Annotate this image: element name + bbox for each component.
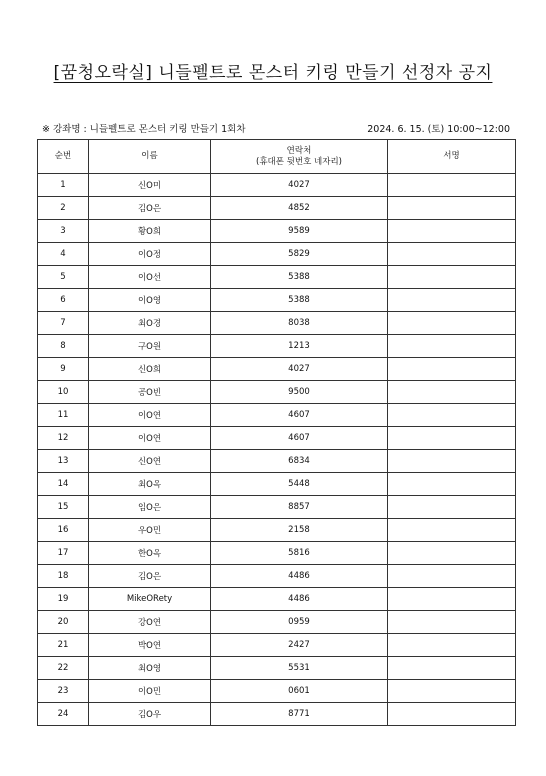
cell-name: MikeORety: [89, 588, 211, 611]
cell-contact: 9500: [211, 381, 388, 404]
table-row: [38, 565, 516, 588]
cell-no: 7: [38, 312, 89, 335]
cell-name: 김O은: [89, 197, 211, 220]
cell-name: 이O정: [89, 243, 211, 266]
cell-no: 20: [38, 611, 89, 634]
table-row: [38, 473, 516, 496]
cell-contact: 9589: [211, 220, 388, 243]
course-info-row: [42, 121, 510, 135]
cell-signature: [388, 358, 516, 381]
cell-no: 19: [38, 588, 89, 611]
table-row: [38, 289, 516, 312]
table-header-row: [38, 140, 516, 174]
cell-name: 이O영: [89, 289, 211, 312]
cell-no: 15: [38, 496, 89, 519]
cell-contact: 4852: [211, 197, 388, 220]
cell-name: 이O연: [89, 427, 211, 450]
cell-contact: 4607: [211, 427, 388, 450]
cell-signature: [388, 404, 516, 427]
header-signature: 서명: [388, 140, 516, 174]
cell-contact: 4607: [211, 404, 388, 427]
cell-contact: 2158: [211, 519, 388, 542]
cell-no: 9: [38, 358, 89, 381]
cell-contact: 5816: [211, 542, 388, 565]
cell-contact: 6834: [211, 450, 388, 473]
header-contact: [211, 140, 388, 174]
header-contact-title: 연락처: [286, 145, 312, 156]
cell-name: 구O원: [89, 335, 211, 358]
cell-name: 한O옥: [89, 542, 211, 565]
cell-signature: [388, 312, 516, 335]
table-row: [38, 634, 516, 657]
cell-no: 4: [38, 243, 89, 266]
page-title: [꿈청오락실] 니들펠트로 몬스터 키링 만들기 선정자 공지: [53, 63, 493, 83]
cell-contact: 8857: [211, 496, 388, 519]
cell-no: 21: [38, 634, 89, 657]
table-row: [38, 450, 516, 473]
cell-contact: 0601: [211, 680, 388, 703]
cell-contact: 4486: [211, 588, 388, 611]
course-name: ※ 강좌명 : 니들펠트로 몬스터 키링 만들기 1회차: [42, 124, 246, 135]
cell-contact: 5388: [211, 289, 388, 312]
cell-signature: [388, 542, 516, 565]
cell-no: 2: [38, 197, 89, 220]
cell-name: 최O영: [89, 657, 211, 680]
cell-no: 3: [38, 220, 89, 243]
table-row: [38, 427, 516, 450]
table-row: [38, 312, 516, 335]
cell-name: 임O은: [89, 496, 211, 519]
cell-contact: 4486: [211, 565, 388, 588]
cell-name: 최O경: [89, 312, 211, 335]
cell-name: 이O연: [89, 404, 211, 427]
cell-name: 신O미: [89, 174, 211, 197]
cell-no: 13: [38, 450, 89, 473]
table-row: [38, 381, 516, 404]
cell-name: 김O은: [89, 565, 211, 588]
cell-no: 23: [38, 680, 89, 703]
cell-signature: [388, 381, 516, 404]
cell-contact: 4027: [211, 174, 388, 197]
cell-no: 11: [38, 404, 89, 427]
table-row: [38, 220, 516, 243]
cell-signature: [388, 634, 516, 657]
cell-name: 공O빈: [89, 381, 211, 404]
cell-signature: [388, 611, 516, 634]
header-no: 순번: [38, 140, 89, 174]
cell-no: 12: [38, 427, 89, 450]
cell-contact: 8771: [211, 703, 388, 726]
cell-signature: [388, 243, 516, 266]
cell-contact: 8038: [211, 312, 388, 335]
cell-no: 5: [38, 266, 89, 289]
cell-name: 강O연: [89, 611, 211, 634]
table-row: [38, 588, 516, 611]
cell-no: 14: [38, 473, 89, 496]
cell-no: 16: [38, 519, 89, 542]
header-name: 이름: [89, 140, 211, 174]
header-contact-note: (휴대폰 뒷번호 네자리): [256, 156, 342, 167]
cell-name: 황O희: [89, 220, 211, 243]
cell-name: 신O희: [89, 358, 211, 381]
table-row: [38, 266, 516, 289]
cell-signature: [388, 657, 516, 680]
cell-signature: [388, 266, 516, 289]
cell-contact: 1213: [211, 335, 388, 358]
table-body: [38, 174, 516, 726]
cell-no: 1: [38, 174, 89, 197]
cell-no: 8: [38, 335, 89, 358]
cell-name: 신O연: [89, 450, 211, 473]
cell-signature: [388, 588, 516, 611]
table-row: [38, 404, 516, 427]
table-row: [38, 243, 516, 266]
cell-no: 10: [38, 381, 89, 404]
cell-signature: [388, 519, 516, 542]
table-row: [38, 496, 516, 519]
cell-signature: [388, 427, 516, 450]
cell-signature: [388, 174, 516, 197]
cell-signature: [388, 703, 516, 726]
cell-signature: [388, 565, 516, 588]
table-row: [38, 542, 516, 565]
participant-table: [37, 139, 516, 726]
cell-name: 최O옥: [89, 473, 211, 496]
table-row: [38, 680, 516, 703]
cell-signature: [388, 289, 516, 312]
cell-name: 이O선: [89, 266, 211, 289]
cell-contact: 2427: [211, 634, 388, 657]
cell-signature: [388, 473, 516, 496]
cell-name: 김O우: [89, 703, 211, 726]
table-row: [38, 174, 516, 197]
cell-signature: [388, 220, 516, 243]
table-row: [38, 611, 516, 634]
table-row: [38, 335, 516, 358]
table-row: [38, 657, 516, 680]
cell-name: 우O민: [89, 519, 211, 542]
cell-no: 18: [38, 565, 89, 588]
cell-no: 6: [38, 289, 89, 312]
course-schedule: 2024. 6. 15. (토) 10:00~12:00: [367, 124, 510, 135]
table-row: [38, 358, 516, 381]
cell-contact: 5829: [211, 243, 388, 266]
table-row: [38, 703, 516, 726]
cell-signature: [388, 450, 516, 473]
cell-no: 17: [38, 542, 89, 565]
cell-contact: 0959: [211, 611, 388, 634]
cell-signature: [388, 197, 516, 220]
cell-contact: 5448: [211, 473, 388, 496]
cell-name: 박O연: [89, 634, 211, 657]
cell-name: 이O민: [89, 680, 211, 703]
cell-signature: [388, 496, 516, 519]
cell-no: 24: [38, 703, 89, 726]
cell-signature: [388, 335, 516, 358]
table-row: [38, 197, 516, 220]
cell-contact: 4027: [211, 358, 388, 381]
cell-contact: 5388: [211, 266, 388, 289]
cell-signature: [388, 680, 516, 703]
cell-contact: 5531: [211, 657, 388, 680]
table-row: [38, 519, 516, 542]
cell-no: 22: [38, 657, 89, 680]
